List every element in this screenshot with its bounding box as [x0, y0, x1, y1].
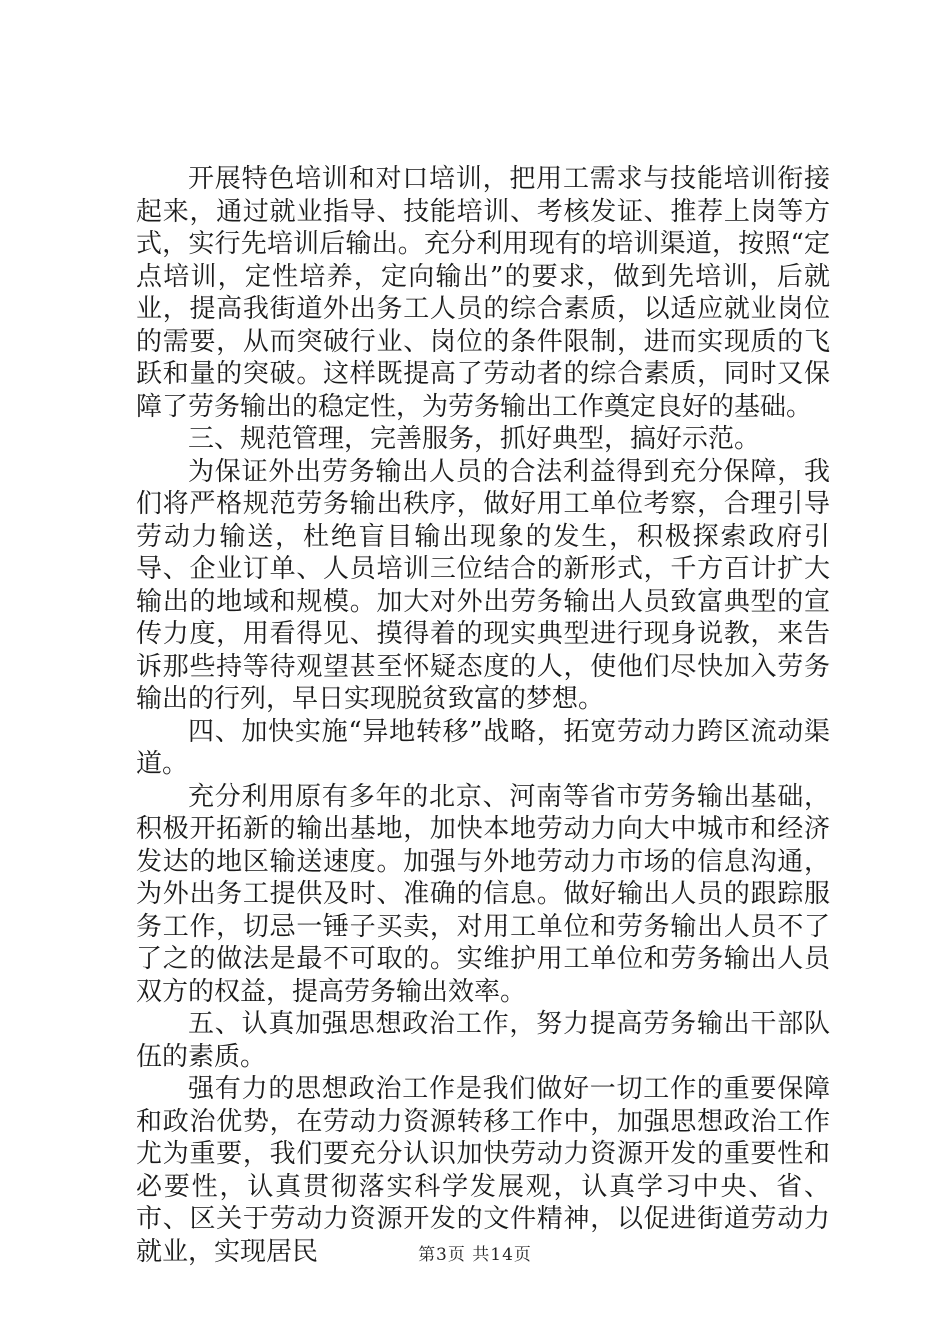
- page-number-footer: 第3页 共14页: [418, 1245, 532, 1265]
- heading-section-three: 三、规范管理，完善服务，抓好典型，搞好示范。: [188, 424, 761, 454]
- heading-section-four: 四、加快实施“异地转移”战略，拓宽劳动力跨区流动渠道。: [136, 716, 830, 779]
- paragraph-political-work: 强有力的思想政治工作是我们做好一切工作的重要保障和政治优势，在劳动力资源转移工作中，加强思想政治工作尤为重要，我们要充分认识加快劳动力资源开发的重要性和必要性，认真贯彻落实科学发展观，认真学习中央、省、市、区关于劳动力资源开发的文件精神，以促进街道劳动力就业，实现居民: [136, 1074, 830, 1267]
- document-body: [136, 163, 830, 1268]
- paragraph-training: 开展特色培训和对口培训，把用工需求与技能培训衔接起来，通过就业指导、技能培训、考核发证、推荐上岗等方式，实行先培训后输出。充分利用现有的培训渠道，按照“定点培训，定性培养，定向输出”的要求，做到先培训，后就业，提高我街道外出务工人员的综合素质，以适应就业岗位的需要，从而突破行业、岗位的条件限制，进而实现质的飞跃和量的突破。这样既提高了劳动者的综合素质，同时又保障了劳务输出的稳定性，为劳务输出工作奠定良好的基础。: [136, 164, 830, 422]
- heading-section-five: 五、认真加强思想政治工作，努力提高劳务输出干部队伍的素质。: [136, 1009, 830, 1072]
- paragraph-management: 为保证外出劳务输出人员的合法利益得到充分保障，我们将严格规范劳务输出秩序，做好用工单位考察，合理引导劳动力输送，杜绝盲目输出现象的发生，积极探索政府引导、企业订单、人员培训三位结合的新形式，千方百计扩大输出的地域和规模。加大对外出劳务输出人员致富典型的宣传力度，用看得见、摸得着的现实典型进行现身说教，来告诉那些持等待观望甚至怀疑态度的人，使他们尽快加入劳务输出的行列，早日实现脱贫致富的梦想。: [136, 456, 830, 714]
- paragraph-transfer: 充分利用原有多年的北京、河南等省市劳务输出基础，积极开拓新的输出基地，加快本地劳动力向大中城市和经济发达的地区输送速度。加强与外地劳动力市场的信息沟通，为外出务工提供及时、准确的信息。做好输出人员的跟踪服务工作，切忌一锤子买卖，对用工单位和劳务输出人员不了了之的做法是最不可取的。实维护用工单位和劳务输出人员双方的权益，提高劳务输出效率。: [136, 781, 830, 1007]
